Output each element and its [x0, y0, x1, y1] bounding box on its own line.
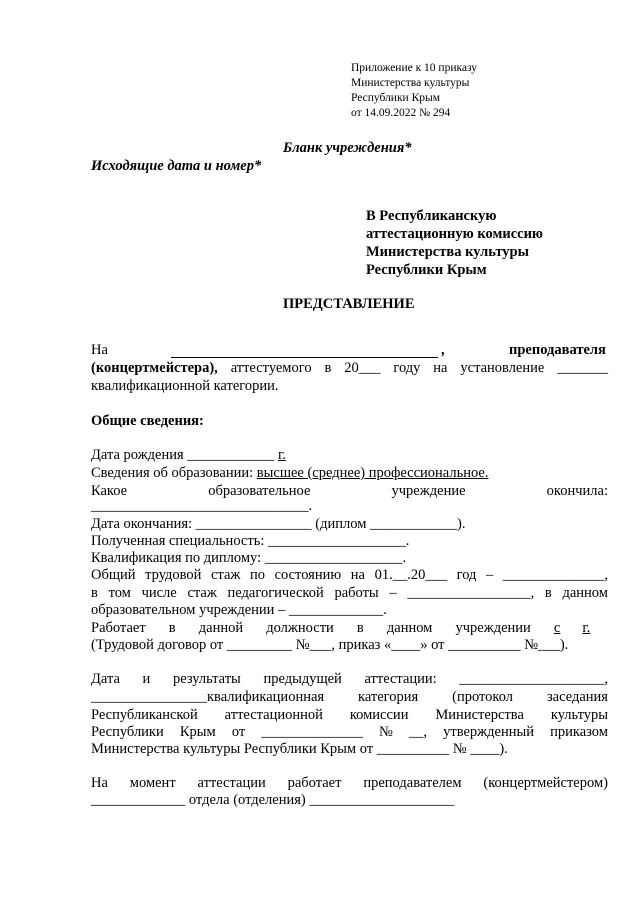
addressee-line-2: аттестационную комиссию — [366, 226, 544, 242]
education-line — [91, 464, 488, 482]
attestation-word: Крым — [179, 724, 216, 740]
experience-word: год — [456, 567, 477, 583]
position-word: в — [356, 620, 364, 636]
attestation-word: Республики — [91, 724, 164, 740]
addressee-line-1: В Республиканскую — [366, 208, 497, 224]
intro-word: аттестуемого — [230, 360, 312, 376]
institution-blank-label: Бланк учреждения* — [283, 140, 412, 156]
position-word: должности — [266, 620, 334, 636]
experience-word: работы — [334, 585, 379, 601]
institution-experience-line: образовательном учреждении – _____________. — [91, 602, 387, 618]
attestation-date-blank: ______________ — [261, 724, 363, 740]
education-label: Сведения об образовании: — [91, 465, 254, 481]
intro-na: На — [91, 342, 108, 358]
intro-word: на — [433, 360, 448, 376]
position-since: с — [553, 620, 561, 636]
attestation-word: культуры — [550, 707, 608, 723]
experience-word: том — [108, 585, 131, 601]
position-word: данной — [198, 620, 244, 636]
document-title: ПРЕДСТАВЛЕНИЕ — [283, 296, 415, 312]
intro-year: 20___ — [344, 360, 381, 376]
intro-comma: , — [441, 342, 445, 358]
institution-word: учреждение — [391, 483, 466, 499]
addressee-line-4: Республики Крым — [366, 262, 487, 278]
current-word: (концертмейстером) — [483, 775, 608, 791]
position-word: данном — [386, 620, 433, 636]
experience-word: числе — [141, 585, 177, 601]
outgoing-number-label: Исходящие дата и номер* — [91, 158, 262, 174]
position-line — [91, 619, 608, 637]
specialty-line: Полученная специальность: ___________________. — [91, 533, 410, 549]
experience-value-blank: ______________, — [502, 567, 608, 583]
qualification-line: Квалификация по диплому: ___________________. — [91, 550, 407, 566]
experience-word: на — [350, 567, 365, 583]
attestation-word: ________________квалификационная — [91, 689, 325, 705]
experience-word: педагогической — [227, 585, 324, 601]
attestation-line-2 — [91, 688, 608, 706]
attestation-result-blank: ____________________, — [459, 671, 608, 687]
experience-word: в — [544, 585, 552, 601]
attestation-word: категория — [358, 689, 419, 705]
experience-word: состоянию — [274, 567, 342, 583]
appendix-line-1: Приложение к 10 приказу — [351, 62, 478, 74]
intro-word: установление — [460, 360, 545, 376]
fullname-blank-line — [171, 339, 438, 358]
institution-word: окончила: — [546, 483, 608, 499]
total-experience-line — [91, 566, 608, 584]
position-since-unit: г. — [582, 620, 591, 636]
attestation-word: утвержденный — [443, 724, 535, 740]
institution-blank: ______________________________. — [91, 498, 313, 514]
intro-line-3: квалификационной категории. — [91, 378, 279, 394]
pedagogical-experience-line — [91, 584, 608, 602]
graduation-date-line: Дата окончания: ________________ (диплом ____________). — [91, 516, 466, 532]
experience-word: в — [91, 585, 98, 601]
attestation-word: заседания — [546, 689, 608, 705]
attestation-word: комиссии — [349, 707, 409, 723]
attestation-line-3 — [91, 706, 608, 724]
institution-word: Какое — [91, 483, 128, 499]
attestation-word: предыдущей — [263, 671, 342, 687]
intro-word: в — [324, 360, 332, 376]
attestation-word: аттестации: — [364, 671, 437, 687]
appendix-line-2: Министерства культуры — [351, 77, 470, 89]
current-word: работает — [287, 775, 342, 791]
attestation-word: Дата — [91, 671, 120, 687]
experience-word: трудовой — [145, 567, 202, 583]
birth-date-line — [91, 446, 286, 464]
education-value: высшее (среднее) профессиональное. — [256, 465, 489, 481]
experience-date-blank: 01.__.20___ — [374, 567, 448, 583]
current-word: На — [91, 775, 108, 791]
experience-word: – — [389, 585, 397, 601]
intro-line-2 — [91, 359, 608, 377]
birth-date-label: Дата рождения ____________ — [91, 447, 275, 463]
institution-word: образовательное — [208, 483, 311, 499]
attestation-word: и — [142, 671, 151, 687]
experience-word: – — [486, 567, 494, 583]
attestation-word: от — [231, 724, 246, 740]
current-word: момент — [129, 775, 176, 791]
addressee-line-3: Министерства культуры — [366, 244, 529, 260]
birth-date-unit: г. — [277, 447, 286, 463]
intro-word: году — [393, 360, 421, 376]
current-word: аттестации — [197, 775, 266, 791]
attestation-word: Министерства — [435, 707, 524, 723]
attestation-line-1 — [91, 670, 608, 688]
experience-word: данном — [562, 585, 608, 601]
attestation-number-blank: __, — [408, 724, 428, 740]
attestation-word: № — [378, 724, 393, 740]
general-info-heading: Общие сведения: — [91, 413, 204, 429]
attestation-word: (протокол — [452, 689, 514, 705]
experience-word: Общий — [91, 567, 136, 583]
position-since-blank — [554, 619, 608, 637]
position-word: учреждении — [455, 620, 531, 636]
current-position-line-2: _____________ отдела (отделения) ____________________ — [91, 792, 455, 808]
experience-value-blank: _________________, — [407, 585, 535, 601]
attestation-line-4 — [91, 723, 608, 741]
current-position-line-1 — [91, 774, 608, 792]
current-word: преподавателем — [363, 775, 462, 791]
position-word: Работает — [91, 620, 146, 636]
position-word: в — [168, 620, 176, 636]
contract-line: (Трудовой договор от _________ №___, приказ «____» от __________ №___). — [91, 637, 569, 653]
attestation-line-5: Министерства культуры Республики Крым от __________ № ____). — [91, 741, 508, 757]
experience-word: стаж — [187, 585, 217, 601]
experience-word: по — [249, 567, 265, 583]
teacher-role: преподавателя — [509, 342, 606, 358]
attestation-word: Республиканской — [91, 707, 198, 723]
category-blank: _______ — [557, 360, 608, 376]
attestation-word: приказом — [550, 724, 608, 740]
attestation-word: результаты — [172, 671, 241, 687]
experience-word: стаж — [211, 567, 241, 583]
appendix-line-3: Республики Крым — [351, 92, 440, 104]
appendix-line-4: от 14.09.2022 № 294 — [351, 107, 451, 119]
concertmaster-role: (концертмейстера), — [91, 360, 218, 376]
attestation-word: аттестационной — [224, 707, 323, 723]
